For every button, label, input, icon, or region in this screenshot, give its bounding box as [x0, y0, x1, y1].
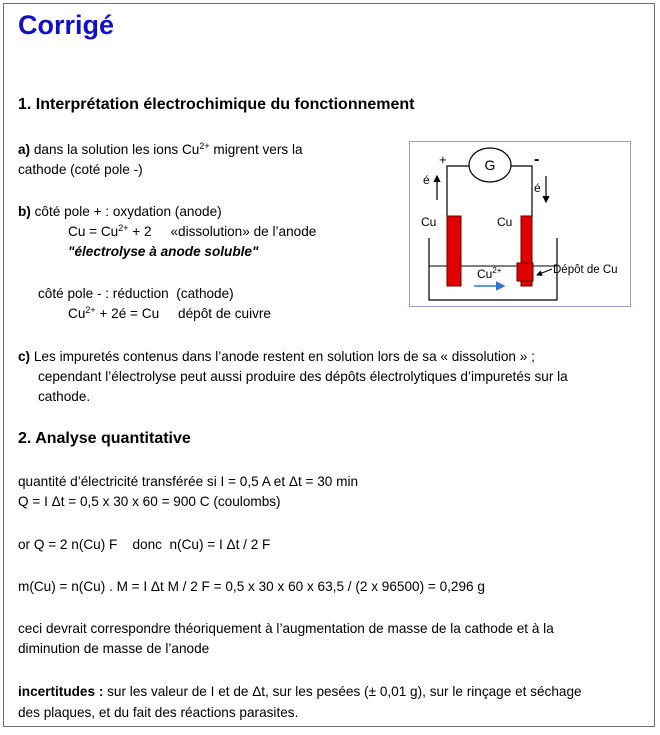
ion-label: $Cu^{2+}$ — [477, 266, 502, 281]
electron-right-label: é — [534, 181, 541, 195]
wire-right — [511, 166, 532, 216]
section-2-heading: 2. Analyse quantitative — [18, 430, 191, 447]
wire-left — [447, 166, 469, 216]
answer-a-label: a) — [18, 142, 31, 157]
deposit-label: Dépôt de Cu — [553, 264, 618, 276]
charge-conditions: quantité d’électricité transférée si I = 0,5 A et Δt = 30 min — [18, 474, 359, 489]
mass-calculation: m(Cu) = n(Cu) . M = I Δt M / 2 F = 0,5 x 30 x 60 x 63,5 / (2 x 96500) = 0,296 g — [18, 579, 485, 594]
answer-b-line1: b) côté pole + : oxydation (anode) — [18, 204, 222, 219]
cathode-equation: $Cu^{2+}$ + 2é = Cu dépôt de cuivre — [68, 305, 271, 321]
electrolysis-diagram — [409, 141, 631, 307]
charge-calculation: Q = I Δt = 0,5 x 30 x 60 = 900 C (coulombs) — [18, 494, 281, 509]
anode-equation: $Cu = Cu^{2+} + 2$ «dissolution» de l’anode — [68, 223, 317, 239]
correction-page — [3, 3, 655, 727]
answer-a-line2: cathode (coté pole -) — [18, 162, 143, 177]
anode-electrode — [447, 216, 461, 286]
galvanometer-label: G — [484, 157, 496, 173]
mole-relation: or Q = 2 n(Cu) F donc n(Cu) = I Δt / 2 F — [18, 537, 271, 552]
minus-sign: - — [534, 151, 540, 168]
electron-left-label: é — [423, 173, 430, 187]
electrode-right-label: Cu — [497, 215, 513, 229]
soluble-anode-note: "électrolyse à anode soluble" — [68, 244, 259, 259]
uncertainties-label: incertitudes : — [18, 684, 104, 699]
uncertainties-line1: incertitudes : sur les valeur de I et de Δt, sur les pesées (± 0,01 g), sur le rinçage et séchage — [18, 684, 582, 699]
mass-interpretation-line1: ceci devrait correspondre théoriquement à l’augmentation de masse de la cathode et à la — [18, 621, 554, 636]
electrode-left-label: Cu — [421, 215, 437, 229]
copper-deposit — [517, 263, 533, 281]
answer-c-label: c) — [18, 349, 31, 364]
answer-b-label: b) — [18, 204, 31, 219]
answer-a-line1: a) dans la solution les ions $Cu^{2+}$ migrent vers la — [18, 141, 303, 157]
mass-interpretation-line2: diminution de masse de l’anode — [18, 641, 210, 656]
answer-c-line1: c) Les impuretés contenus dans l’anode restent en solution lors de sa « dissolution » ; — [18, 349, 535, 364]
answer-c-line3: cathode. — [38, 389, 91, 404]
section-1-heading: 1. Interprétation électrochimique du fonctionnement — [18, 96, 415, 113]
cathode-side-line: côté pole - : réduction (cathode) — [38, 286, 234, 301]
answer-c-line2: cependant l’électrolyse peut aussi produire des dépôts électrolytiques d’impuretés sur la — [38, 369, 568, 384]
deposit-pointer-icon — [537, 269, 552, 275]
plus-sign: + — [439, 152, 447, 167]
uncertainties-line2: des plaques, et du fait des réactions parasites. — [18, 705, 299, 720]
page-title: Corrigé — [18, 10, 115, 40]
